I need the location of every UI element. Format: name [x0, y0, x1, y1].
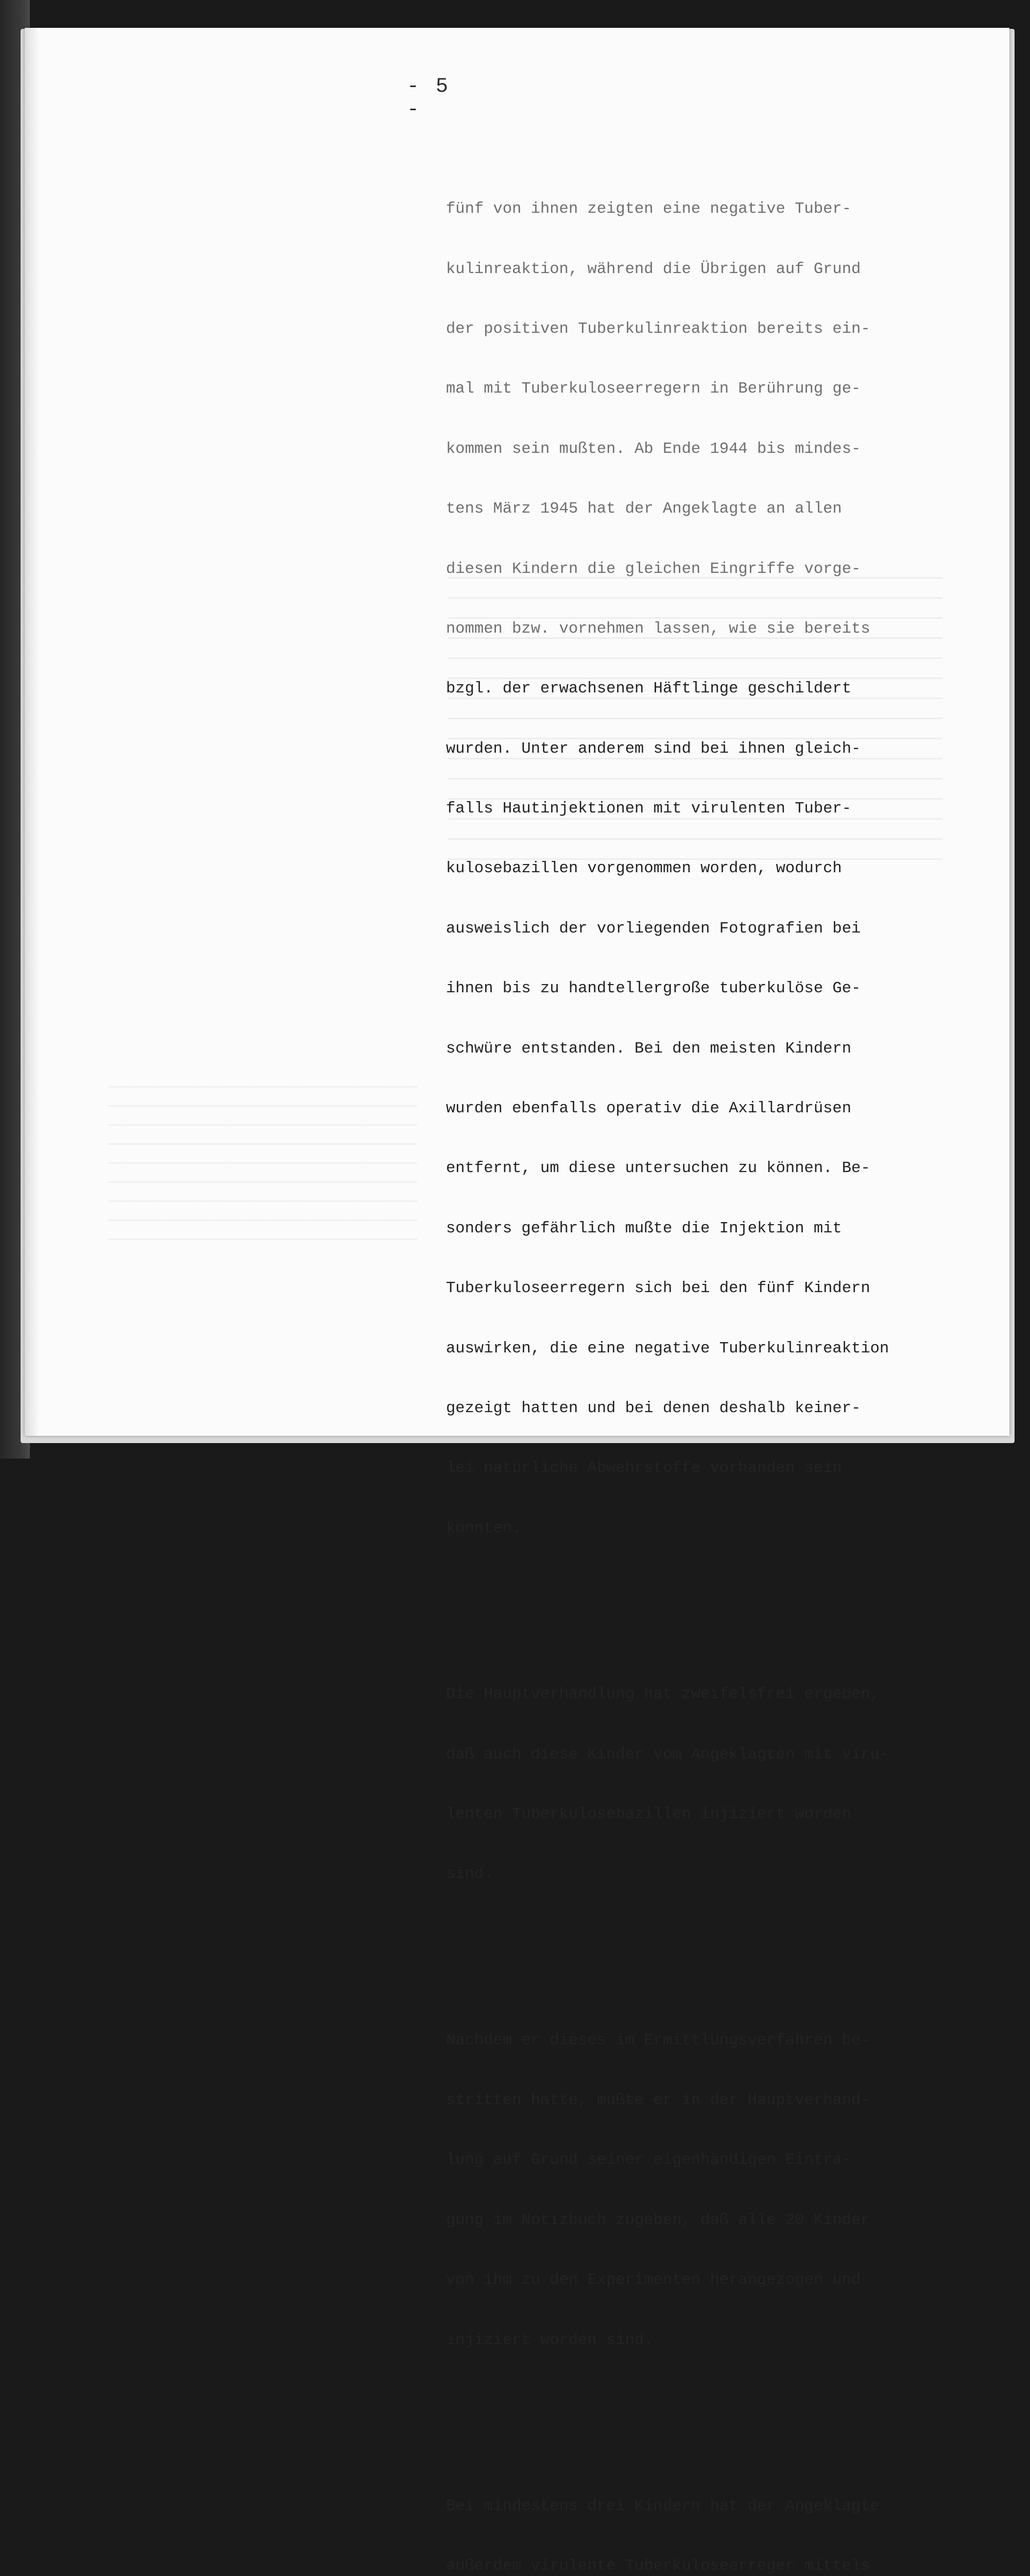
paragraph — [446, 2456, 961, 2576]
text-line: nommen bzw. vornehmen lassen, wie sie bereits — [446, 620, 870, 638]
text-line: lei natürliche Abwehrstoffe vorhanden sein — [446, 1460, 842, 1478]
text-line: Die Hauptverhandlung hat zweifelsfrei ergeben, — [446, 1686, 880, 1704]
text-line: der positiven Tuberkulinreaktion bereits ein- — [446, 320, 870, 338]
text-line: diesen Kindern die gleichen Eingriffe vorge- — [446, 560, 861, 578]
text-line: Nachdem er dieses im Ermittlungsverfahren be- — [446, 2031, 870, 2049]
paragraph — [446, 1645, 961, 1925]
text-line: Tuberkuloseerregern sich bei den fünf Kindern — [446, 1280, 870, 1298]
text-line: außerdem virulente Tuberkuloseerreger mittels — [446, 2557, 870, 2575]
text-line: gezeigt hatten und bei denen deshalb keiner- — [446, 1400, 861, 1417]
page-number: - 5 - — [407, 75, 451, 122]
text-line: lung auf Grund seiner eigenhändigen Eintra- — [446, 2151, 852, 2170]
text-line: wurden ebenfalls operativ die Axillardrüsen — [446, 1100, 852, 1118]
text-line: kulinreaktion, während die Übrigen auf Grund — [446, 260, 861, 278]
text-line: tens März 1945 hat der Angeklagte an allen — [446, 500, 842, 518]
text-line: bzgl. der erwachsenen Häftlinge geschildert — [446, 680, 852, 698]
text-line: lenten Tuberkulosebazillen injiziert worden — [446, 1805, 852, 1823]
text-line: Bei mindestens drei Kindern hat der Angeklagte — [446, 2498, 880, 2516]
paragraph — [446, 1991, 961, 2391]
text-line: sonders gefährlich mußte die Injektion mit — [446, 1219, 842, 1238]
text-line: konnten. — [446, 1519, 522, 1537]
text-line: ihnen bis zu handtellergroße tuberkulöse Ge- — [446, 980, 861, 998]
text-line: kommen sein mußten. Ab Ende 1944 bis mindes- — [446, 440, 861, 458]
show-through-texture-left — [108, 1072, 417, 1242]
text-line: von ihm zu den Experimenten herangezogen und — [446, 2272, 861, 2290]
text-line: stritten hatte, mußte er in der Hauptverhand- — [446, 2092, 870, 2110]
text-line: mal mit Tuberkuloseerregern in Berührung ge- — [446, 380, 861, 398]
binding-shadow — [25, 28, 39, 1436]
text-line: daß auch diese Kinder vom Angeklagten mit viru- — [446, 1745, 889, 1764]
text-line: ausweislich der vorliegenden Fotografien bei — [446, 920, 861, 938]
text-line: fünf von ihnen zeigten eine negative Tuber- — [446, 200, 852, 218]
text-line: auswirken, die eine negative Tuberkulinreaktion — [446, 1340, 889, 1358]
text-line: entfernt, um diese untersuchen zu können. Be- — [446, 1160, 870, 1178]
document-body — [446, 120, 961, 2576]
text-line: injiziert worden sind. — [446, 2331, 654, 2349]
text-line: gung im Notizbuch zugeben, daß alle 20 Kinder — [446, 2211, 870, 2229]
text-line: sind. — [446, 1866, 493, 1884]
text-line: kulosebazillen vorgenommen worden, wodurch — [446, 860, 842, 878]
text-line: schwüre entstanden. Bei den meisten Kindern — [446, 1040, 852, 1058]
text-line: wurden. Unter anderem sind bei ihnen gleich- — [446, 740, 861, 758]
text-line: falls Hautinjektionen mit virulenten Tuber- — [446, 800, 852, 818]
paragraph — [446, 160, 961, 1579]
